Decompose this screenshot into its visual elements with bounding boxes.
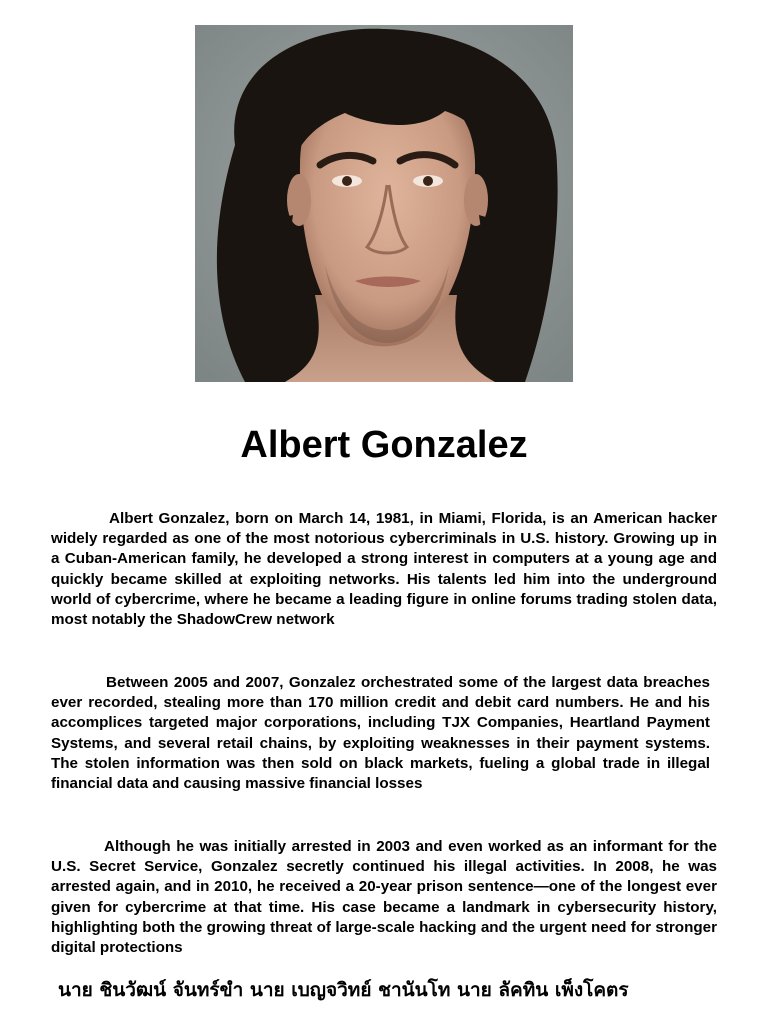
- author-names: นาย ชินวัฒน์ จันทร์ขำ นาย เบญจวิทย์ ชานันโท นาย ลัคทิน เพ็งโคตร: [58, 979, 629, 1001]
- page-title: Albert Gonzalez: [240, 424, 528, 466]
- portrait-illustration: [195, 25, 573, 382]
- paragraph-data-breaches: Between 2005 and 2007, Gonzalez orchestrated some of the largest data breaches ever recorded, stealing more than 170 million credit and debit card numbers. He and his accomplices targeted major corporations, including TJX Companies, Heartland Payment Systems, and several retail chains, by exploiting weaknesses in their payment systems. The stolen information was then sold on black markets, fueling a global trade in illegal financial data and causing massive financial losses: [51, 674, 710, 793]
- paragraph-arrest: Although he was initially arrested in 2003 and even worked as an informant for the U.S. Secret Service, Gonzalez secretly continued his illegal activities. In 2008, he was arrested again, and in 2010, he received a 20-year prison sentence—one of the longest ever given for cybercrime at that time. His case became a landmark in cybersecurity history, highlighting both the growing threat of large-scale hacking and the urgent need for stronger digital protections: [51, 838, 717, 957]
- paragraph-early-life: Albert Gonzalez, born on March 14, 1981, in Miami, Florida, is an American hacker widely regarded as one of the most notorious cybercriminals in U.S. history. Growing up in a Cuban-American family, he developed a strong interest in computers at a young age and quickly became skilled at exploiting networks. His talents led him into the underground world of cybercrime, where he became a leading figure in online forums trading stolen data, most notably the ShadowCrew network: [51, 510, 717, 629]
- portrait-photo: [195, 25, 573, 382]
